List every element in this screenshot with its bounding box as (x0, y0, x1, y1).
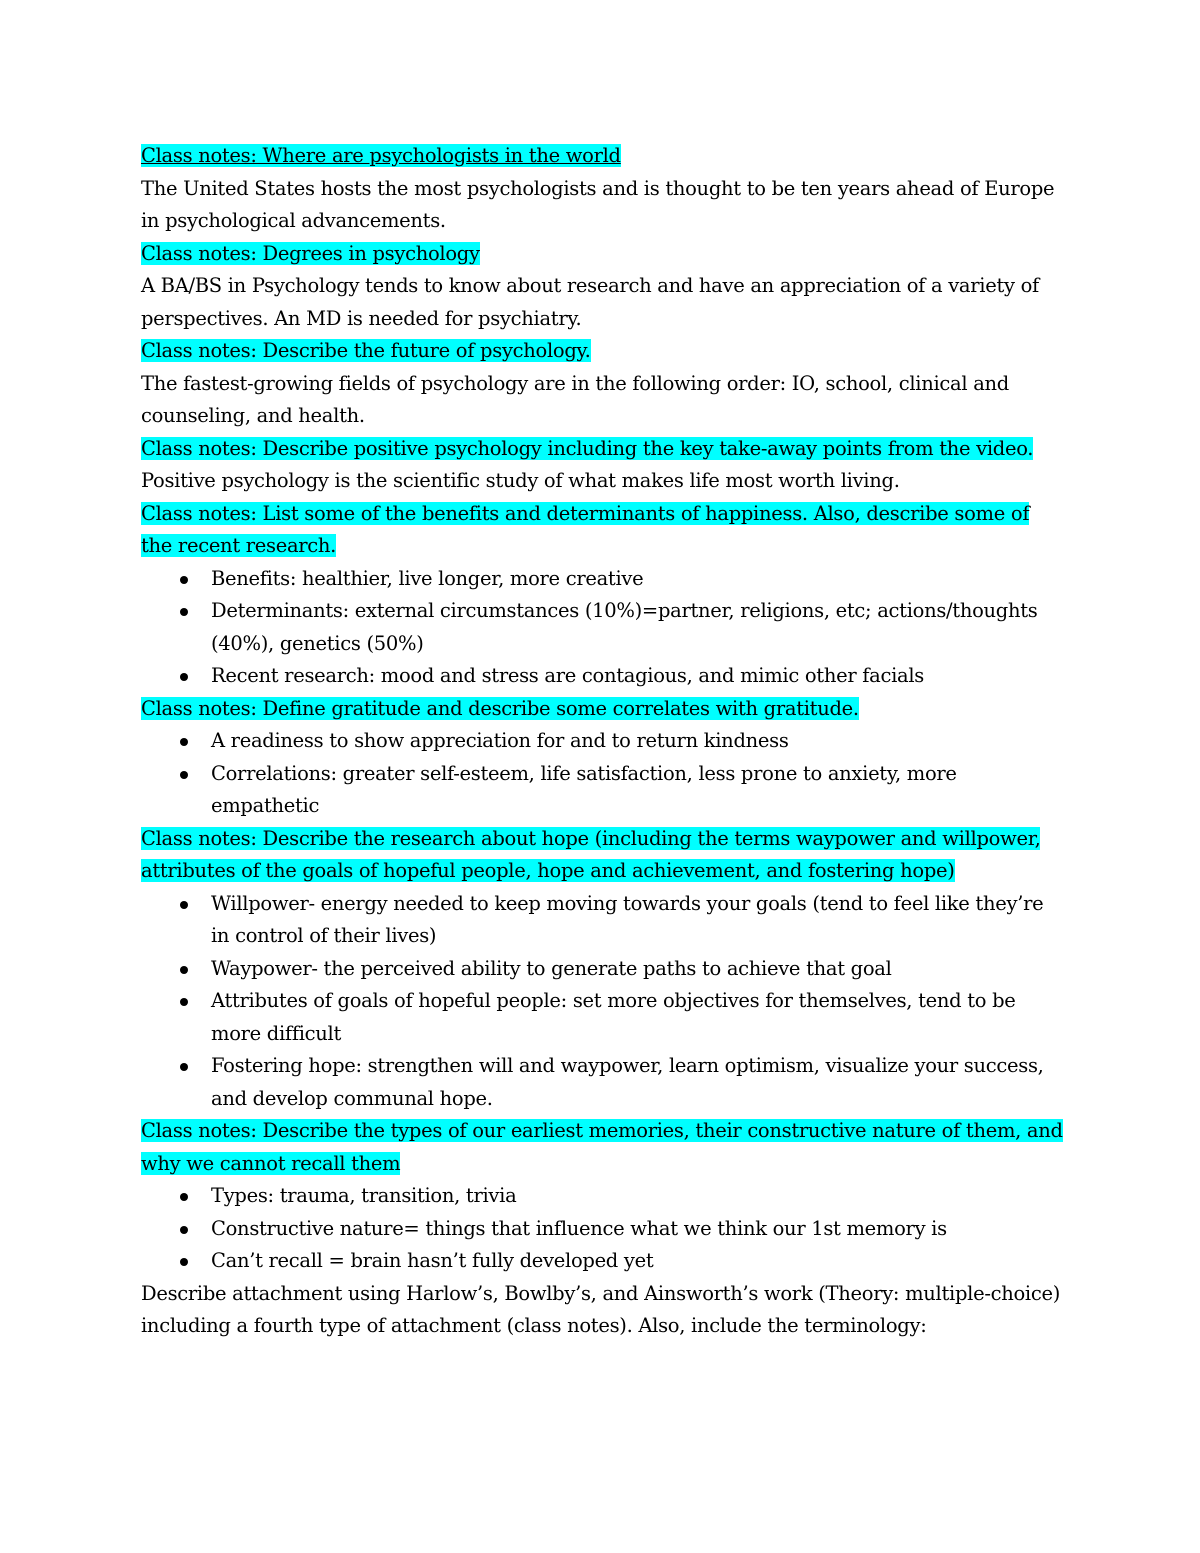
highlighted-heading-text: Class notes: Where are psychologists in the world (141, 144, 621, 167)
highlighted-heading-text: Class notes: Degrees in psychology (141, 241, 480, 265)
list-item: Recent research: mood and stress are contagious, and mimic other facials (141, 660, 1066, 693)
section-future (141, 335, 1066, 433)
section-degrees (141, 238, 1066, 336)
bullet-list (141, 888, 1066, 1116)
highlighted-heading-text: Class notes: Describe the research about hope (including the terms waypower and willpower, attributes of the goals of hopeful people, hope and achievement, and fostering hope) (141, 826, 1041, 882)
document-page (141, 140, 1066, 1343)
list-item: Waypower- the perceived ability to generate paths to achieve that goal (141, 953, 1066, 986)
highlighted-heading-text: Class notes: Define gratitude and describe some correlates with gratitude. (141, 696, 859, 720)
bullet-list (141, 1180, 1066, 1278)
list-item: Can’t recall = brain hasn’t fully developed yet (141, 1245, 1066, 1278)
list-item: Benefits: healthier, live longer, more creative (141, 563, 1066, 596)
list-item: Constructive nature= things that influence what we think our 1st memory is (141, 1213, 1066, 1246)
list-item: A readiness to show appreciation for and to return kindness (141, 725, 1066, 758)
section-gratitude (141, 693, 1066, 823)
list-item: Types: trauma, transition, trivia (141, 1180, 1066, 1213)
section-attachment (141, 1278, 1066, 1343)
section-happiness (141, 498, 1066, 693)
section-psychologists-world (141, 140, 1066, 238)
list-item: Attributes of goals of hopeful people: set more objectives for themselves, tend to be more difficult (141, 985, 1066, 1050)
list-item: Fostering hope: strengthen will and waypower, learn optimism, visualize your success, and develop communal hope. (141, 1050, 1066, 1115)
section-heading (141, 238, 1066, 271)
bullet-list (141, 725, 1066, 823)
section-heading (141, 140, 1066, 173)
highlighted-heading-text: Class notes: Describe positive psychology including the key take-away points from the video. (141, 436, 1034, 460)
section-body: Describe attachment using Harlow’s, Bowlby’s, and Ainsworth’s work (Theory: multiple-choice) including a fourth type of attachment (class notes). Also, include the terminology: (141, 1281, 1061, 1337)
section-positive-psychology (141, 433, 1066, 498)
list-item: Correlations: greater self-esteem, life satisfaction, less prone to anxiety, more empathetic (141, 758, 1066, 823)
section-heading (141, 823, 1066, 888)
section-heading (141, 498, 1066, 563)
list-item: Willpower- energy needed to keep moving towards your goals (tend to feel like they’re in control of their lives) (141, 888, 1066, 953)
section-body: The United States hosts the most psychologists and is thought to be ten years ahead of Europe in psychological advancements. (141, 176, 1055, 232)
highlighted-heading-text: Class notes: List some of the benefits and determinants of happiness. Also, describe some of the recent research. (141, 501, 1030, 557)
section-heading (141, 335, 1066, 368)
list-item: Determinants: external circumstances (10%)=partner, religions, etc; actions/thoughts (40%), genetics (50%) (141, 595, 1066, 660)
section-body: A BA/BS in Psychology tends to know about research and have an appreciation of a variety of perspectives. An MD is needed for psychiatry. (141, 274, 1039, 330)
section-earliest-memories (141, 1115, 1066, 1278)
highlighted-heading-text: Class notes: Describe the future of psychology. (141, 339, 591, 362)
section-hope (141, 823, 1066, 1116)
section-body: Positive psychology is the scientific study of what makes life most worth living. (141, 469, 900, 492)
section-heading (141, 693, 1066, 726)
section-heading (141, 433, 1066, 466)
highlighted-heading-text: Class notes: Describe the types of our earliest memories, their constructive nature of them, and why we cannot recall them (141, 1119, 1063, 1175)
section-heading (141, 1115, 1066, 1180)
section-body: The fastest-growing fields of psychology are in the following order: IO, school, clinical and counseling, and health. (141, 371, 1009, 427)
bullet-list (141, 563, 1066, 693)
